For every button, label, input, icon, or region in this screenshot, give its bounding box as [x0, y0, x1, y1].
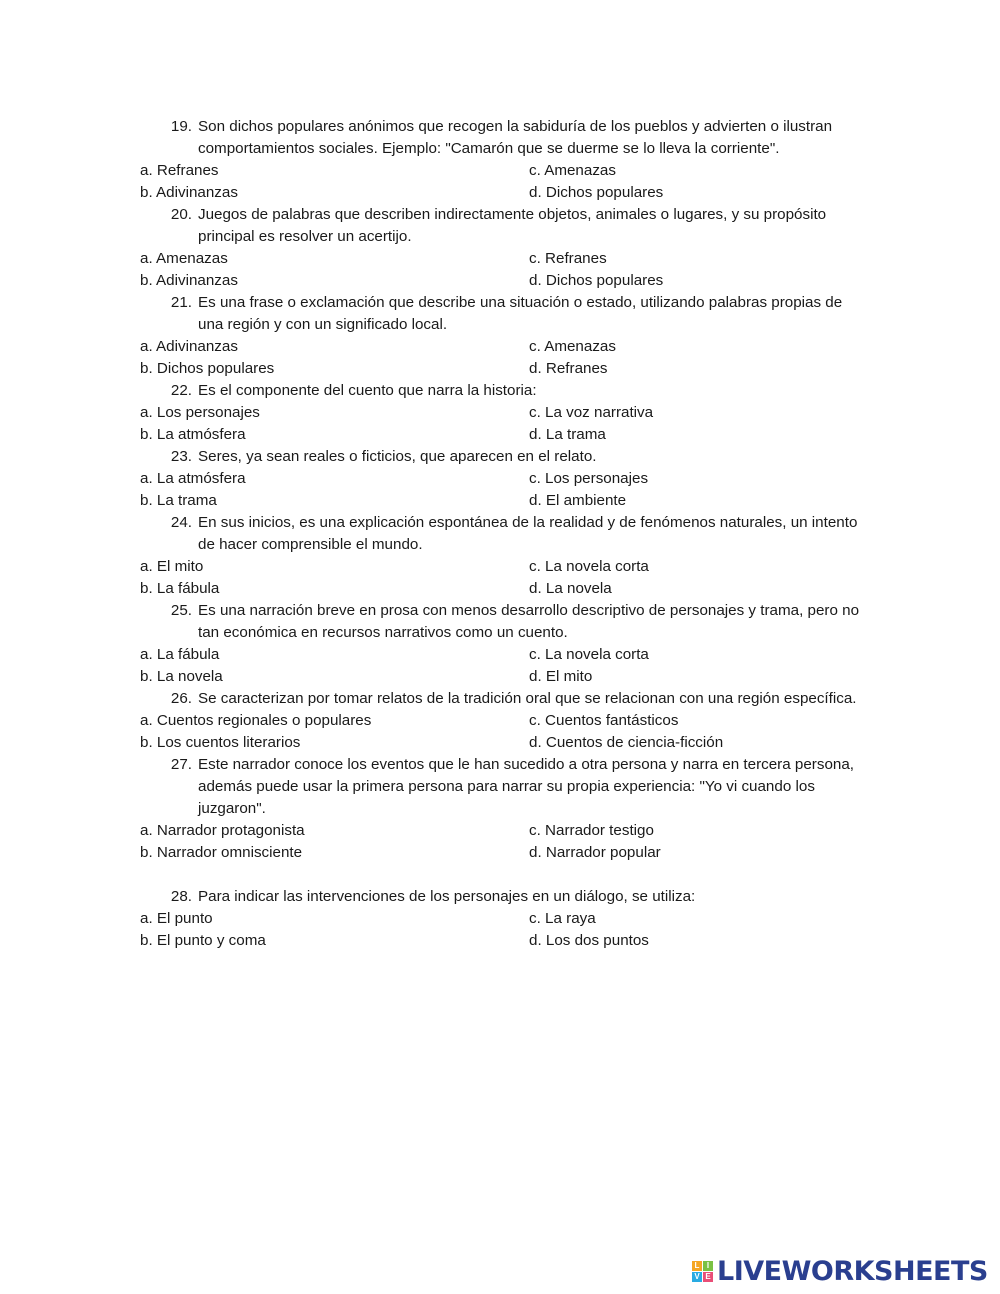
question-26: [140, 688, 860, 710]
question-28: [140, 886, 860, 908]
options-20: [140, 248, 860, 292]
options-27: [140, 820, 860, 864]
option-d[interactable]: d. El ambiente: [529, 492, 627, 509]
options-21: [140, 336, 860, 380]
worksheet-content: [140, 116, 860, 952]
option-a[interactable]: a. Cuentos regionales o populares: [140, 712, 372, 729]
option-a[interactable]: a. El punto: [140, 910, 213, 927]
option-b[interactable]: b. Narrador omnisciente: [140, 844, 303, 861]
option-b[interactable]: b. Los cuentos literarios: [140, 734, 301, 751]
option-d[interactable]: d. El mito: [529, 668, 593, 685]
question-number: 26.: [170, 690, 192, 707]
option-a[interactable]: a. Amenazas: [140, 250, 228, 267]
question-24: [140, 512, 860, 556]
option-b[interactable]: b. La atmósfera: [140, 426, 246, 443]
option-a[interactable]: a. El mito: [140, 558, 204, 575]
option-a[interactable]: a. Narrador protagonista: [140, 822, 305, 839]
logo-tile-v: V: [692, 1272, 702, 1282]
liveworksheets-logo: [692, 1256, 988, 1286]
option-b[interactable]: b. Adivinanzas: [140, 184, 238, 201]
logo-tile-e: E: [703, 1272, 713, 1282]
question-number: 20.: [170, 206, 192, 223]
question-19: [140, 116, 860, 160]
option-b[interactable]: b. Dichos populares: [140, 360, 275, 377]
liveworksheets-logo-icon: [692, 1261, 713, 1282]
question-number: 21.: [170, 294, 192, 311]
question-text: Es una frase o exclamación que describe una situación o estado, utilizando palabras propias de una región y con un significado local.: [198, 294, 843, 333]
option-c[interactable]: c. Refranes: [529, 250, 607, 267]
options-28: [140, 908, 860, 952]
option-d[interactable]: d. Dichos populares: [529, 272, 664, 289]
question-number: 27.: [170, 756, 192, 773]
option-d[interactable]: d. Dichos populares: [529, 184, 664, 201]
question-number: 19.: [170, 118, 192, 135]
option-b[interactable]: b. La fábula: [140, 580, 220, 597]
question-22: [140, 380, 860, 402]
question-21: [140, 292, 860, 336]
question-text: Es una narración breve en prosa con menos desarrollo descriptivo de personajes y trama, pero no tan económica en recursos narrativos como un cuento.: [198, 602, 860, 641]
question-text: Seres, ya sean reales o ficticios, que aparecen en el relato.: [198, 448, 597, 465]
blank-line: [140, 864, 860, 886]
options-24: [140, 556, 860, 600]
option-c[interactable]: c. La novela corta: [529, 646, 649, 663]
option-c[interactable]: c. Narrador testigo: [529, 822, 654, 839]
question-20: [140, 204, 860, 248]
option-c[interactable]: c. La raya: [529, 910, 596, 927]
option-d[interactable]: d. Narrador popular: [529, 844, 661, 861]
question-number: 23.: [170, 448, 192, 465]
option-d[interactable]: d. La trama: [529, 426, 606, 443]
question-number: 22.: [170, 382, 192, 399]
question-text: Son dichos populares anónimos que recogen la sabiduría de los pueblos y advierten o ilustran comportamientos sociales. Ejemplo: "Camarón que se duerme se lo lleva la corriente".: [198, 118, 833, 157]
option-d[interactable]: d. Cuentos de ciencia-ficción: [529, 734, 724, 751]
question-27: [140, 754, 860, 820]
option-c[interactable]: c. Amenazas: [529, 338, 616, 355]
option-d[interactable]: d. Los dos puntos: [529, 932, 649, 949]
option-a[interactable]: a. La fábula: [140, 646, 220, 663]
question-text: Se caracterizan por tomar relatos de la tradición oral que se relacionan con una región específica.: [198, 690, 857, 707]
option-c[interactable]: c. La voz narrativa: [529, 404, 654, 421]
question-text: Juegos de palabras que describen indirectamente objetos, animales o lugares, y su propósito principal es resolver un acertijo.: [198, 206, 827, 245]
question-number: 24.: [170, 514, 192, 531]
option-a[interactable]: a. Los personajes: [140, 404, 260, 421]
option-a[interactable]: a. La atmósfera: [140, 470, 246, 487]
option-d[interactable]: d. Refranes: [529, 360, 608, 377]
question-text: En sus inicios, es una explicación espontánea de la realidad y de fenómenos naturales, un intento de hacer comprensible el mundo.: [198, 514, 858, 553]
question-number: 25.: [170, 602, 192, 619]
question-23: [140, 446, 860, 468]
question-number: 28.: [170, 888, 192, 905]
option-b[interactable]: b. La novela: [140, 668, 223, 685]
option-c[interactable]: c. Cuentos fantásticos: [529, 712, 679, 729]
question-25: [140, 600, 860, 644]
logo-tile-l: L: [692, 1261, 702, 1271]
question-text: Para indicar las intervenciones de los personajes en un diálogo, se utiliza:: [198, 888, 696, 905]
options-25: [140, 644, 860, 688]
option-c[interactable]: c. Los personajes: [529, 470, 649, 487]
option-c[interactable]: c. Amenazas: [529, 162, 616, 179]
options-22: [140, 402, 860, 446]
options-23: [140, 468, 860, 512]
question-text: Este narrador conoce los eventos que le han sucedido a otra persona y narra en tercera persona, además puede usar la primera persona para narrar su propia experiencia: "Yo vi cuando los juzgaron".: [198, 756, 854, 817]
option-a[interactable]: a. Adivinanzas: [140, 338, 238, 355]
options-19: [140, 160, 860, 204]
logo-tile-i: I: [703, 1261, 713, 1271]
option-a[interactable]: a. Refranes: [140, 162, 219, 179]
options-26: [140, 710, 860, 754]
option-b[interactable]: b. La trama: [140, 492, 217, 509]
option-b[interactable]: b. El punto y coma: [140, 932, 266, 949]
question-text: Es el componente del cuento que narra la historia:: [198, 382, 537, 399]
liveworksheets-logo-text: LIVEWORKSHEETS: [717, 1255, 988, 1287]
option-c[interactable]: c. La novela corta: [529, 558, 649, 575]
option-d[interactable]: d. La novela: [529, 580, 612, 597]
option-b[interactable]: b. Adivinanzas: [140, 272, 238, 289]
